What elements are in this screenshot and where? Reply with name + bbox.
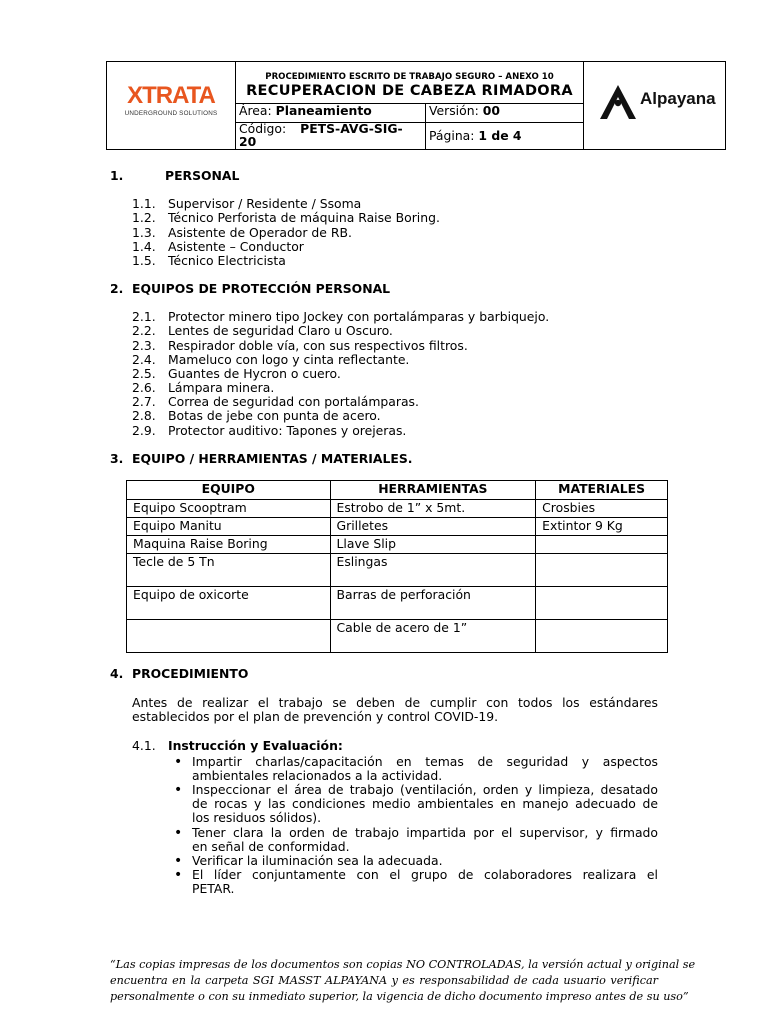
code-row	[236, 122, 583, 149]
table-cell	[536, 536, 668, 554]
list-item: Botas de jebe con punta de acero.	[168, 408, 381, 423]
table-cell	[536, 620, 668, 653]
section3-number: 3.	[110, 451, 124, 466]
page-label: Página:	[429, 128, 475, 143]
table-cell: Barras de perforación	[330, 587, 536, 620]
footer-line: “Las copias impresas de los documentos son copias NO CONTROLADAS, la versión actual y original se	[110, 958, 696, 971]
procedure-title-row	[236, 62, 583, 82]
bullet-line: de rocas y las condiciones medio ambientales en manejo adecuado de	[192, 796, 658, 811]
header-info	[236, 62, 583, 149]
table-cell	[536, 587, 668, 620]
list-item: Asistente de Operador de RB.	[168, 225, 352, 240]
section4-intro-line: establecidos por el plan de prevención y control COVID-19.	[132, 709, 499, 724]
list-item-number: 1.2.	[132, 210, 156, 225]
table-header: HERRAMIENTAS	[330, 481, 536, 500]
footer-line: encuentra en la carpeta SGI MASST ALPAYANA y es responsabilidad de cada usuario verificar	[110, 974, 658, 987]
table-cell: Estrobo de 1” x 5mt.	[330, 500, 536, 518]
list-item: Asistente – Conductor	[168, 239, 304, 254]
list-item: Correa de seguridad con portalámparas.	[168, 394, 419, 409]
page-value: 1 de 4	[478, 128, 522, 143]
code-value-line1: PETS-AVG-SIG-	[300, 121, 403, 136]
version-label: Versión:	[429, 103, 479, 118]
bullet-line: El líder conjuntamente con el grupo de colaboradores realizara el	[192, 867, 658, 882]
procedure-title: PROCEDIMIENTO ESCRITO DE TRABAJO SEGURO – ANEXO 10	[265, 72, 554, 82]
code-value-line2: 20	[239, 134, 257, 149]
alpayana-mark-icon	[598, 83, 638, 121]
list-item-number: 2.7.	[132, 394, 156, 409]
table-cell: Equipo Manitu	[127, 518, 331, 536]
table-header: EQUIPO	[127, 481, 331, 500]
table-row	[127, 518, 668, 536]
table-cell: Tecle de 5 Tn	[127, 554, 331, 587]
table-header-row	[127, 481, 668, 500]
equipment-table	[126, 480, 668, 653]
list-item: Protector minero tipo Jockey con portalámparas y barbiquejo.	[168, 309, 550, 324]
bullet-icon: •	[174, 867, 183, 883]
xtrata-brand: XTRATA	[127, 82, 215, 109]
list-item: Técnico Perforista de máquina Raise Boring.	[168, 210, 440, 225]
code-label: Código:	[239, 121, 287, 136]
list-item-number: 2.3.	[132, 338, 156, 353]
table-row	[127, 536, 668, 554]
table-cell: Eslingas	[330, 554, 536, 587]
area-row	[236, 103, 583, 123]
section1-number: 1.	[110, 168, 124, 183]
section2-title: EQUIPOS DE PROTECCIÓN PERSONAL	[132, 281, 391, 296]
bullet-line: Tener clara la orden de trabajo impartida por el supervisor, y firmado	[192, 825, 658, 840]
bullet-line: en señal de conformidad.	[192, 839, 350, 854]
xtrata-logo	[107, 62, 236, 149]
table-cell: Grilletes	[330, 518, 536, 536]
section4-title: PROCEDIMIENTO	[132, 666, 249, 681]
bullet-icon: •	[174, 825, 183, 841]
bullet-line: ambientales relacionados a la actividad.	[192, 768, 443, 783]
section3-title: EQUIPO / HERRAMIENTAS / MATERIALES.	[132, 451, 413, 466]
table-row	[127, 587, 668, 620]
section2-number: 2.	[110, 281, 124, 296]
list-item: Técnico Electricista	[168, 253, 286, 268]
footer-note	[110, 957, 696, 1005]
subsection-number: 4.1.	[132, 738, 156, 753]
table-cell: Equipo Scooptram	[127, 500, 331, 518]
list-item-number: 2.6.	[132, 380, 156, 395]
table-row	[127, 620, 668, 653]
subsection-title: Instrucción y Evaluación:	[168, 738, 343, 753]
version-value: 00	[482, 103, 500, 118]
list-item-number: 2.5.	[132, 366, 156, 381]
alpayana-logo	[583, 62, 726, 149]
document-header	[106, 61, 726, 150]
bullet-line: los residuos sólidos).	[192, 810, 322, 825]
table-cell: Extintor 9 Kg	[536, 518, 668, 536]
bullet-line: PETAR.	[192, 881, 235, 896]
bullet-line: Inspeccionar el área de trabajo (ventilación, orden y limpieza, desatado	[192, 782, 658, 797]
list-item: Supervisor / Residente / Ssoma	[168, 196, 362, 211]
list-item: Respirador doble vía, con sus respectivos filtros.	[168, 338, 468, 353]
doc-title: RECUPERACION DE CABEZA RIMADORA	[246, 83, 573, 99]
section1-title: PERSONAL	[165, 168, 240, 183]
list-item-number: 2.4.	[132, 352, 156, 367]
table-cell: Llave Slip	[330, 536, 536, 554]
bullet-icon: •	[174, 853, 183, 869]
bullet-icon: •	[174, 782, 183, 798]
list-item: Guantes de Hycron o cuero.	[168, 366, 341, 381]
doc-title-row	[236, 82, 583, 104]
list-item-number: 2.8.	[132, 408, 156, 423]
area-value: Planeamiento	[275, 103, 372, 118]
list-item-number: 2.2.	[132, 323, 156, 338]
bullet-icon: •	[174, 754, 183, 770]
table-row	[127, 500, 668, 518]
section4-intro-line: Antes de realizar el trabajo se deben de cumplir con todos los estándares	[132, 695, 658, 710]
table-cell: Maquina Raise Boring	[127, 536, 331, 554]
list-item: Mameluco con logo y cinta reflectante.	[168, 352, 410, 367]
table-row	[127, 554, 668, 587]
list-item-number: 1.5.	[132, 253, 156, 268]
list-item-number: 1.1.	[132, 196, 156, 211]
bullet-line: Verificar la iluminación sea la adecuada.	[192, 853, 443, 868]
bullet-line: Impartir charlas/capacitación en temas de seguridad y aspectos	[192, 754, 658, 769]
section4-number: 4.	[110, 666, 124, 681]
list-item-number: 2.1.	[132, 309, 156, 324]
list-item-number: 2.9.	[132, 423, 156, 438]
list-item: Lentes de seguridad Claro u Oscuro.	[168, 323, 393, 338]
area-label: Área:	[239, 103, 272, 118]
table-cell: Crosbies	[536, 500, 668, 518]
table-cell	[127, 620, 331, 653]
table-cell	[536, 554, 668, 587]
list-item: Lámpara minera.	[168, 380, 275, 395]
list-item-number: 1.4.	[132, 239, 156, 254]
xtrata-subtitle: UNDERGROUND SOLUTIONS	[124, 110, 218, 117]
table-cell: Cable de acero de 1”	[330, 620, 536, 653]
alpayana-brand: Alpayana	[640, 89, 716, 108]
list-item-number: 1.3.	[132, 225, 156, 240]
list-item: Protector auditivo: Tapones y orejeras.	[168, 423, 407, 438]
table-header: MATERIALES	[536, 481, 668, 500]
footer-line: personalmente o con su inmediato superior, la vigencia de dicho documento impreso antes de su uso”	[110, 990, 689, 1003]
table-cell: Equipo de oxicorte	[127, 587, 331, 620]
